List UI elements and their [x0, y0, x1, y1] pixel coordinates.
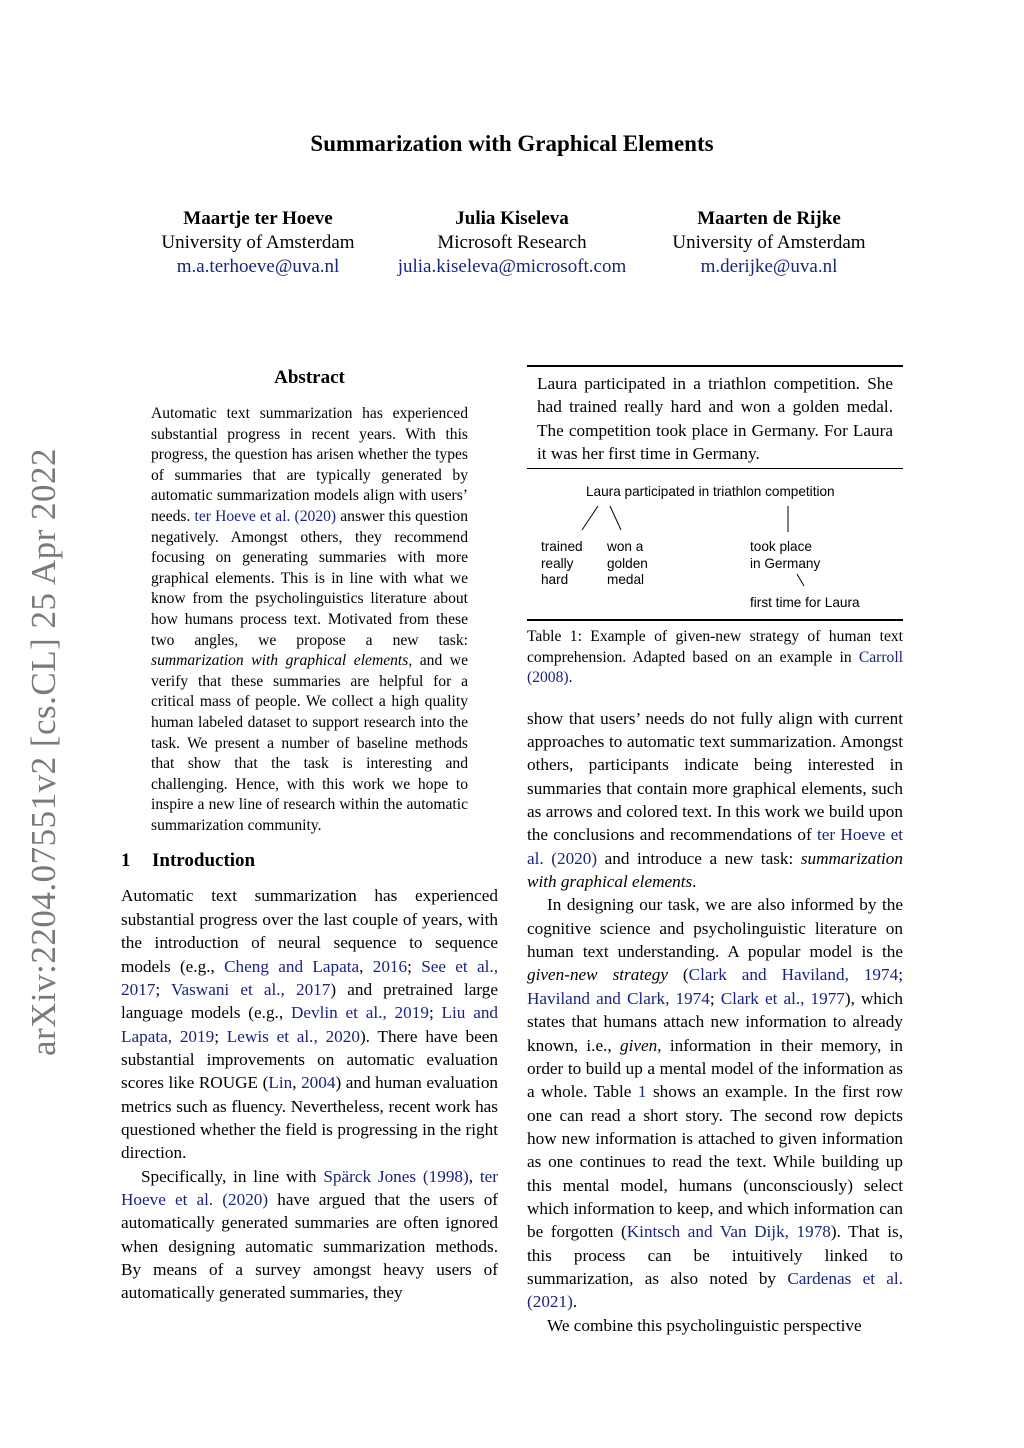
- arxiv-id: arXiv:2204.07551v2 [cs.CL] 25 Apr 2022: [24, 447, 63, 1057]
- citation-link[interactable]: (2021): [527, 1292, 573, 1312]
- abstract-heading: Abstract: [274, 367, 345, 388]
- diagram-node: trained really hard: [541, 539, 583, 588]
- citation-link[interactable]: Cheng and Lapata: [224, 956, 360, 976]
- diagram-root: Laura participated in triathlon competition: [586, 484, 835, 500]
- section-heading-introduction: 1 Introduction: [121, 850, 256, 872]
- citation-link[interactable]: (2008): [527, 669, 569, 687]
- task-name: summarization with graphical elements: [151, 652, 409, 670]
- table-bottom-rule: [527, 619, 903, 621]
- table-reference-link[interactable]: 1: [637, 1082, 647, 1102]
- citation-link[interactable]: Cardenas et al.: [787, 1268, 904, 1288]
- author-email[interactable]: m.derijke@uva.nl: [700, 256, 838, 277]
- right-column: [527, 365, 903, 1337]
- citation-link[interactable]: Haviland and Clark, 1974: [527, 988, 710, 1008]
- author-affiliation: University of Amsterdam: [161, 232, 355, 253]
- citation-link[interactable]: Clark et al., 1977: [720, 988, 845, 1008]
- paragraph: Automatic text summarization has experienced substantial progress over the last couple of years, with the introduction of neural sequence to sequence models (e.g., Cheng and Lapata, 2016; See et al., 2017; Vaswani et al., 2017) and pretrained large language models (e.g., Devlin et al., 2019; Liu and Lapata, 2019; Lewis et al., 2020). There have been substantial improvements on automatic evaluation scores like ROUGE (Lin, 2004) and human evaluation metrics such as fluency. Nevertheless, recent work has questioned whether the field is progressing in the right direction.: [121, 886, 499, 1163]
- citation-link[interactable]: 2016: [372, 956, 408, 976]
- author-email[interactable]: m.a.terhoeve@uva.nl: [176, 256, 340, 277]
- table-1: [527, 365, 903, 469]
- author-affiliation: University of Amsterdam: [672, 232, 866, 253]
- author-3: [619, 207, 919, 279]
- connector-line: [797, 574, 804, 586]
- citation-link[interactable]: Lewis et al., 2020: [226, 1026, 360, 1046]
- introduction-continued: [527, 707, 903, 1337]
- citation-link[interactable]: Liu and Lapata, 2019: [121, 1003, 499, 1046]
- table-story: Laura participated in a triathlon competition. She had trained really hard and won a golden medal. The competition took place in Germany. For Laura it was her first time in Germany.: [537, 374, 893, 463]
- connector-line: [610, 506, 621, 530]
- table-diagram-row: [527, 469, 903, 621]
- diagram-node: took place in Germany: [750, 539, 821, 571]
- citation-link[interactable]: ter Hoeve et al.: [121, 1166, 499, 1209]
- author-name: Maartje ter Hoeve: [183, 208, 333, 229]
- paragraph: In designing our task, we are also informed by the cognitive science and psycholinguistic literature on human text understanding. A popular model is the given-new strategy (Clark and Haviland, 1974; Haviland and Clark, 1974; Clark et al., 1977), which states that humans attach new information to already known, i.e., given, information in their memory, in order to build up a mental model of the information as a whole. Table 1 shows an example. In the first row one can read a short story. The second row depicts how new information is attached to given information as one continues to read the text. While building up this mental model, humans (unconsciously) select which information to keep, and which information can be forgotten (Kintsch and Van Dijk, 1978). That is, this process can be intuitively linked to summarization, as also noted by Cardenas et al. (2021).: [527, 895, 904, 1312]
- connector-line: [582, 506, 598, 530]
- diagram-node: first time for Laura: [750, 595, 860, 611]
- citation-link[interactable]: ter Hoeve et al.: [527, 825, 903, 868]
- citation-link[interactable]: (2020): [222, 1189, 269, 1209]
- citation-link[interactable]: 2004: [301, 1073, 336, 1093]
- arxiv-stamp: [0, 0, 80, 1448]
- author-name: Julia Kiseleva: [455, 208, 569, 229]
- author-name: Maarten de Rijke: [697, 208, 841, 229]
- left-column: [121, 365, 498, 1305]
- citation-link[interactable]: Lin: [268, 1073, 293, 1093]
- paragraph: Specifically, in line with Spärck Jones (1998), ter Hoeve et al. (2020) have argued that the users of automatically generated summaries are often ignored when designing automatic summarization methods. By means of a survey amongst heavy users of automatically generated summaries, they: [121, 1166, 499, 1303]
- citation-link[interactable]: See et al., 2017: [121, 956, 498, 999]
- author-2: [362, 207, 662, 279]
- citation-link[interactable]: Carroll: [858, 648, 903, 666]
- citation-link[interactable]: Devlin et al., 2019: [290, 1003, 429, 1023]
- diagram-node: won a golden medal: [607, 539, 648, 588]
- author-email[interactable]: julia.kiseleva@microsoft.com: [397, 256, 627, 277]
- citation-link[interactable]: Clark and Haviland, 1974: [688, 965, 899, 985]
- citation-link[interactable]: (2020): [551, 848, 598, 868]
- abstract-text: Automatic text summarization has experienced substantial progress in recent years. With this progress, the question has arisen whether the types of summaries that are typically generated by automatic summarization models align with users’ needs. ter Hoeve et al. (2020) answer this question negatively. Amongst others, they recommend focusing on generating summaries with more graphical elements. This is in line with what we know from the psycholinguistics literature about how humans process text. Motivated from these two angles, we propose a new task: summarization with graphical elements, and we verify that these summaries are helpful for a critical mass of people. We collect a high quality human labeled dataset to support research into the task. We present a number of baseline methods that show that the task is interesting and challenging. Hence, with this work we hope to inspire a new line of research within the automatic summarization community.: [151, 405, 468, 834]
- task-name: summarization with graphical elements: [527, 848, 903, 892]
- paragraph: We combine this psycholinguistic perspective: [547, 1315, 862, 1335]
- citation-link[interactable]: Spärck Jones (1998): [323, 1166, 469, 1186]
- given-new-diagram: [527, 469, 903, 619]
- citation-link[interactable]: ter Hoeve et al. (2020): [194, 507, 337, 525]
- paragraph: show that users’ needs do not fully align with current approaches to automatic text summarization. Amongst others, participants indicate being interested in summaries that contain more graphical elements, such as arrows and colored text. In this work we build upon the conclusions and recommendations of ter Hoeve et al. (2020) and introduce a new task: summarization with graphical elements.: [527, 708, 903, 892]
- citation-link[interactable]: Vaswani et al., 2017: [170, 979, 331, 999]
- author-affiliation: Microsoft Research: [437, 232, 587, 253]
- paper-title: Summarization with Graphical Elements: [310, 131, 714, 156]
- table-caption: Table 1: Example of given-new strategy of human text comprehension. Adapted based on an example in Carroll (2008).: [527, 628, 903, 687]
- introduction-text: [121, 884, 498, 1304]
- citation-link[interactable]: Kintsch and Van Dijk, 1978: [626, 1222, 831, 1242]
